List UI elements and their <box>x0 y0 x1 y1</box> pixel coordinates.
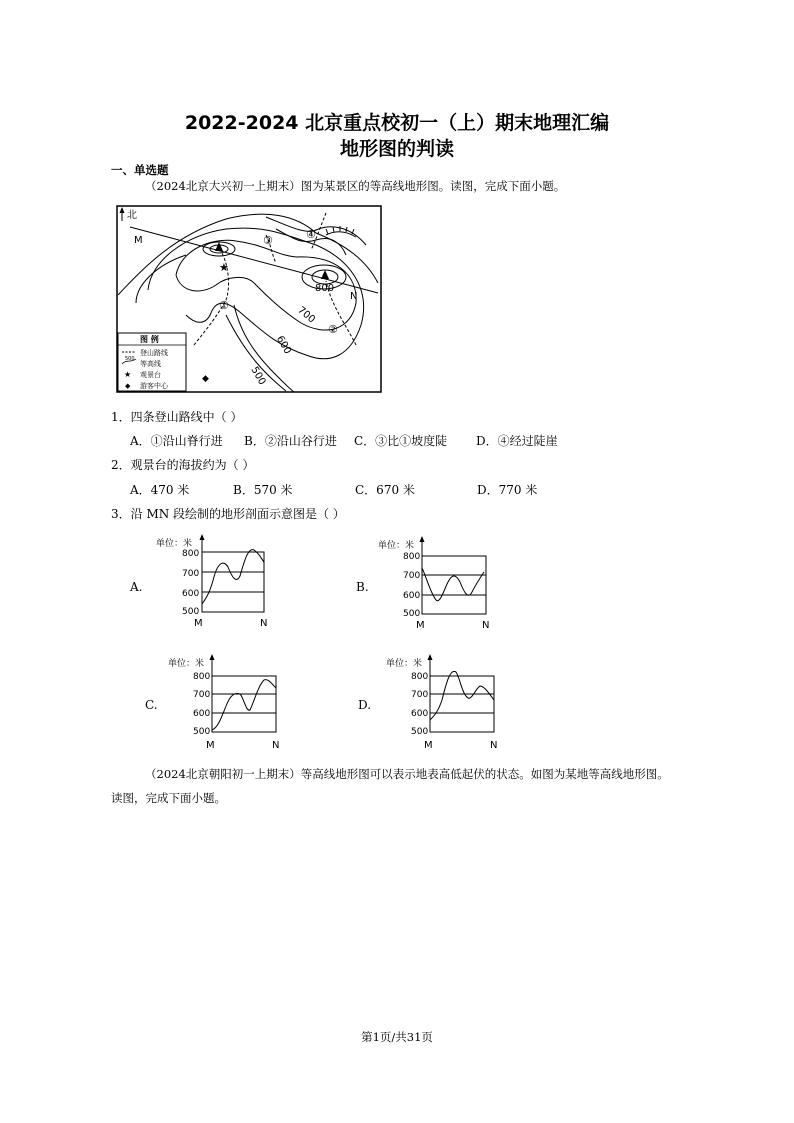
intro-text-2-line-1: （2024北京朝阳初一上期末）等高线地形图可以表示地表高低起伏的状态。如图为某地等高线地形图。 <box>145 767 669 781</box>
legend-diamond-icon: ◆ <box>125 382 131 390</box>
q1-option-b[interactable]: B．②沿山谷行进 <box>244 434 337 448</box>
profile-chart-c[interactable] <box>164 654 294 754</box>
legend-item-visitor-center: 游客中心 <box>140 382 168 390</box>
question-2-options <box>130 481 537 498</box>
profile-b-unit: 单位：米 <box>378 541 415 551</box>
map-label-n: N <box>350 291 358 302</box>
route-3-label: ③ <box>263 234 273 247</box>
question-1-stem: 1．四条登山路线中（ ） <box>111 410 243 424</box>
contour-label-600: 600 <box>273 334 294 357</box>
intro-text-1: （2024北京大兴初一上期末）图为某景区的等高线地形图。读图，完成下面小题。 <box>145 179 566 193</box>
profile-chart-a[interactable] <box>152 532 282 632</box>
intro-text-2-line-2: 读图，完成下面小题。 <box>111 791 226 805</box>
profile-a-tick-800: 800 <box>182 549 200 559</box>
q2-option-a[interactable]: A．470 米 <box>130 483 190 497</box>
profile-c-curve <box>212 680 276 730</box>
contour-label-500: 500 <box>248 364 268 387</box>
profile-d-tick-600: 600 <box>411 709 429 719</box>
north-label: 北 <box>127 210 137 221</box>
profile-c-n: N <box>272 740 280 751</box>
profile-d-m: M <box>424 740 433 751</box>
profile-c-tick-600: 600 <box>193 709 211 719</box>
profile-d-tick-800: 800 <box>411 672 429 682</box>
q2-option-c[interactable]: C．670 米 <box>355 483 415 497</box>
profile-a-tick-700: 700 <box>182 569 200 579</box>
profile-a-tick-600: 600 <box>182 589 200 599</box>
q1-option-a[interactable]: A．①沿山脊行进 <box>130 434 223 448</box>
page-footer: 第1页/共31页 <box>361 1030 433 1044</box>
question-1-options <box>130 432 558 449</box>
profile-d-n: N <box>490 740 498 751</box>
q1-option-d[interactable]: D．④经过陡崖 <box>476 434 558 448</box>
legend-contour-value: 500 <box>125 356 135 362</box>
legend-item-contour: 等高线 <box>140 360 161 368</box>
profile-chart-b[interactable] <box>374 534 504 634</box>
q3-option-a-label[interactable]: A. <box>130 580 143 594</box>
profile-c-tick-800: 800 <box>193 672 211 682</box>
legend-title: 图 例 <box>140 335 159 344</box>
profile-d-unit: 单位：米 <box>386 659 423 669</box>
section-heading: 一、单选题 <box>111 163 169 177</box>
document-subtitle: 地形图的判读 <box>339 138 454 160</box>
profile-b-tick-500: 500 <box>403 609 421 619</box>
profile-a-unit: 单位：米 <box>156 539 193 549</box>
contour-label-700: 700 <box>295 304 318 326</box>
legend-item-route: 登山路线 <box>140 349 168 357</box>
profile-b-tick-600: 600 <box>403 591 421 601</box>
route-1-label: ① <box>219 299 229 312</box>
profile-a-m: M <box>194 618 203 629</box>
viewing-platform-star-icon: ★ <box>219 261 229 274</box>
profile-c-m: M <box>206 740 215 751</box>
route-2-label: ② <box>328 323 338 336</box>
profile-b-tick-700: 700 <box>403 571 421 581</box>
visitor-center-icon: ◆ <box>202 374 209 384</box>
profile-a-curve <box>202 550 264 604</box>
q2-option-d[interactable]: D．770 米 <box>477 483 538 497</box>
route-4-label: ④ <box>306 228 316 241</box>
profile-c-tick-700: 700 <box>193 690 211 700</box>
profile-a-tick-500: 500 <box>182 607 200 617</box>
contour-map <box>116 205 382 393</box>
profile-b-n: N <box>482 620 490 631</box>
profile-b-tick-800: 800 <box>403 552 421 562</box>
q2-option-b[interactable]: B．570 米 <box>233 483 293 497</box>
profile-b-m: M <box>416 620 425 631</box>
profile-d-tick-700: 700 <box>411 690 429 700</box>
profile-d-tick-500: 500 <box>411 727 429 737</box>
question-2-stem: 2．观景台的海拔约为（ ） <box>111 458 255 472</box>
profile-chart-d[interactable] <box>382 654 512 754</box>
profile-c-unit: 单位：米 <box>168 659 205 669</box>
question-3-stem: 3．沿 MN 段绘制的地形剖面示意图是（ ） <box>111 507 345 521</box>
legend-star-icon: ★ <box>124 370 132 379</box>
q3-option-c-label[interactable]: C. <box>145 698 158 712</box>
q3-option-b-label[interactable]: B. <box>356 580 369 594</box>
document-title: 2022-2024 北京重点校初一（上）期末地理汇编 <box>184 112 610 134</box>
legend-item-viewing-platform: 观景台 <box>140 371 161 379</box>
q1-option-c[interactable]: C．③比①坡度陡 <box>354 434 448 448</box>
map-label-m: M <box>134 235 143 246</box>
profile-b-curve <box>422 568 484 601</box>
contour-label-800: 800 <box>315 283 335 294</box>
profile-c-tick-500: 500 <box>193 727 211 737</box>
q3-option-d-label[interactable]: D. <box>358 698 372 712</box>
profile-a-n: N <box>260 618 268 629</box>
